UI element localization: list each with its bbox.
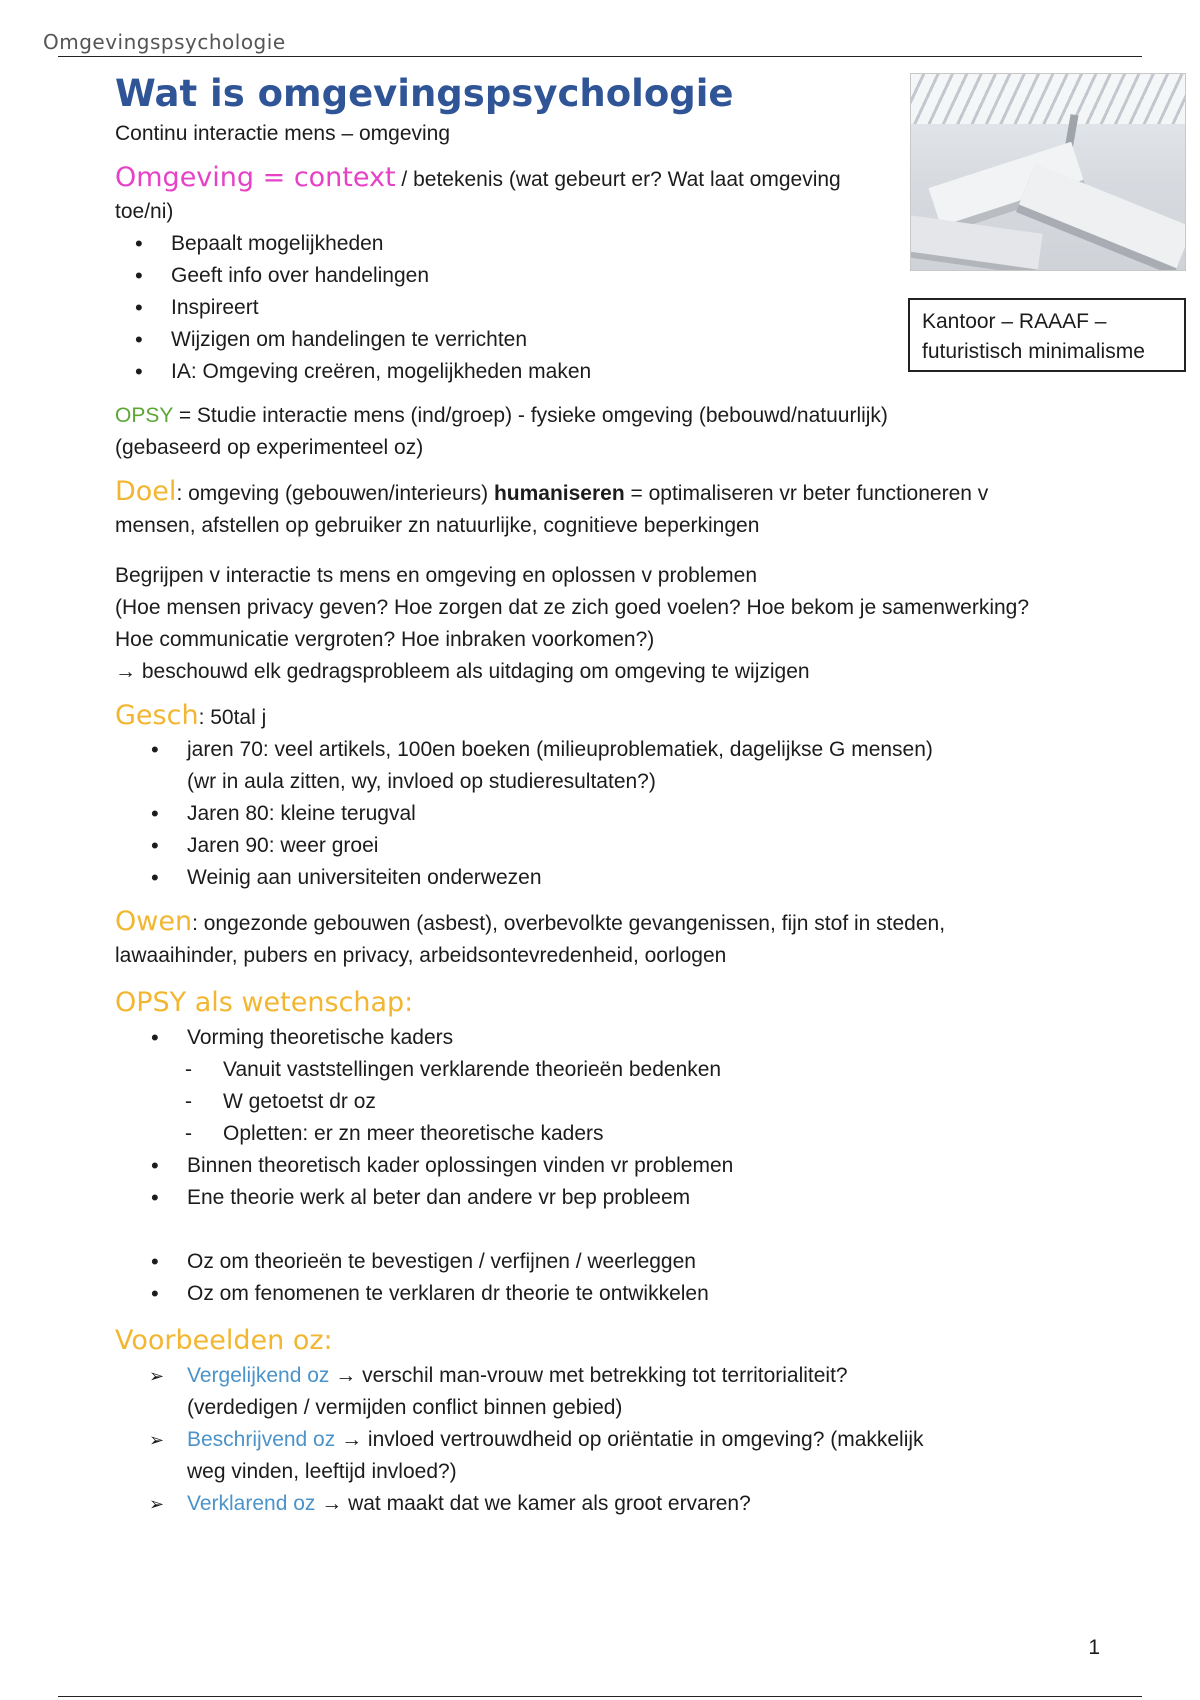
list-item — [115, 1488, 1085, 1520]
example-text: → wat maakt dat we kamer als groot ervaren? — [315, 1492, 751, 1515]
image-caption: Kantoor – RAAAF – futuristisch minimalisme — [908, 298, 1186, 372]
omgeving-text: / betekenis (wat gebeurt er? Wat laat omgeving toe/ni) — [115, 168, 841, 223]
opsy-text: = Studie interactie mens (ind/groep) - fysieke omgeving (bebouwd/natuurlijk) (gebaseerd op experimenteel oz) — [115, 404, 888, 459]
doel-bold: humaniseren — [493, 482, 625, 505]
page-number: 1 — [1088, 1636, 1100, 1659]
list-item: • Weinig aan universiteiten onderwezen — [115, 862, 1085, 894]
opsy-label: OPSY — [115, 404, 173, 427]
list-item: • jaren 70: veel artikels, 100en boeken (milieuproblematiek, dagelijkse G mensen) (wr in aula zitten, wy, invloed op studieresultaten?) — [115, 734, 967, 798]
list-item — [115, 1360, 947, 1424]
list-item: • IA: Omgeving creëren, mogelijkheden maken — [115, 356, 1085, 388]
omgeving-list — [115, 228, 1085, 388]
list-item: - Vanuit vaststellingen verklarende theorieën bedenken — [115, 1054, 1085, 1086]
footer-rule — [58, 1696, 1142, 1697]
gesch-list — [115, 734, 1085, 894]
doel-paragraph — [115, 476, 1045, 542]
omgeving-heading: Omgeving = context — [115, 162, 396, 193]
voorbeelden-heading: Voorbeelden oz: — [115, 1325, 333, 1356]
owen-paragraph — [115, 906, 1005, 972]
subtitle: Continu interactie mens – omgeving — [115, 122, 451, 145]
wetenschap-list — [115, 1022, 1085, 1054]
omgeving-paragraph — [115, 162, 875, 228]
begrijpen-conclusion: → beschouwd elk gedragsprobleem als uitdaging om omgeving te wijzigen — [115, 660, 810, 683]
document-body — [115, 70, 1085, 1520]
wetenschap-list-b — [115, 1246, 1085, 1310]
opsy-paragraph — [115, 400, 935, 464]
wetenschap-heading: OPSY als wetenschap: — [115, 987, 414, 1018]
example-text: → verschil man-vrouw met betrekking tot territorialiteit? (verdedigen / vermijden conflict binnen gebied) — [187, 1364, 848, 1419]
list-item: • Inspireert — [115, 292, 1085, 324]
gesch-paragraph — [115, 700, 1085, 734]
list-item: • Geeft info over handelingen — [115, 260, 1085, 292]
doel-text-after: = optimaliseren vr beter functioneren v mensen, afstellen op gebruiker zn natuurlijke, cognitieve beperkingen — [115, 482, 989, 537]
header-rule — [58, 56, 1142, 57]
voorbeelden-list — [115, 1360, 1085, 1520]
doel-heading: Doel — [115, 476, 177, 507]
begrijpen-questions: (Hoe mensen privacy geven? Hoe zorgen dat ze zich goed voelen? Hoe bekom je samenwerking? Hoe communicatie vergroten? Hoe inbraken voorkomen?) — [115, 596, 1030, 651]
list-item — [115, 1424, 927, 1488]
list-item: • Jaren 80: kleine terugval — [115, 798, 1085, 830]
list-item: • Bepaalt mogelijkheden — [115, 228, 1085, 260]
owen-heading: Owen — [115, 906, 193, 937]
list-item: • Vorming theoretische kaders — [115, 1022, 1085, 1054]
example-label: Vergelijkend oz — [187, 1364, 330, 1387]
gesch-heading: Gesch — [115, 700, 199, 731]
doel-text-before: : omgeving (gebouwen/interieurs) — [176, 482, 494, 505]
wetenschap-sublist — [115, 1054, 1085, 1150]
list-item: • Oz om fenomenen te verklaren dr theorie te ontwikkelen — [115, 1278, 1085, 1310]
list-item: - Opletten: er zn meer theoretische kaders — [115, 1118, 1085, 1150]
list-item: • Oz om theorieën te bevestigen / verfijnen / weerleggen — [115, 1246, 1085, 1278]
begrijpen-line: Begrijpen v interactie ts mens en omgeving en oplossen v problemen — [115, 564, 758, 587]
page-title: Wat is omgevingspsychologie — [115, 72, 734, 115]
list-item: - W getoetst dr oz — [115, 1086, 1085, 1118]
owen-text: : ongezonde gebouwen (asbest), overbevolkte gevangenissen, fijn stof in steden, lawaaihinder, pubers en privacy, arbeidsontevredenheid, oorlogen — [115, 912, 946, 967]
wetenschap-list-a — [115, 1150, 1085, 1214]
example-text: → invloed vertrouwdheid op oriëntatie in omgeving? (makkelijk weg vinden, leeftijd invloed?) — [187, 1428, 924, 1483]
gesch-text: : 50tal j — [198, 706, 267, 729]
example-label: Verklarend oz — [187, 1492, 316, 1515]
running-header: Omgevingspsychologie — [43, 30, 286, 54]
list-item: • Jaren 90: weer groei — [115, 830, 1085, 862]
list-item: • Ene theorie werk al beter dan andere vr bep probleem — [115, 1182, 1085, 1214]
example-label: Beschrijvend oz — [187, 1428, 336, 1451]
list-item: • Wijzigen om handelingen te verrichten — [115, 324, 1085, 356]
list-item: • Binnen theoretisch kader oplossingen vinden vr problemen — [115, 1150, 1085, 1182]
